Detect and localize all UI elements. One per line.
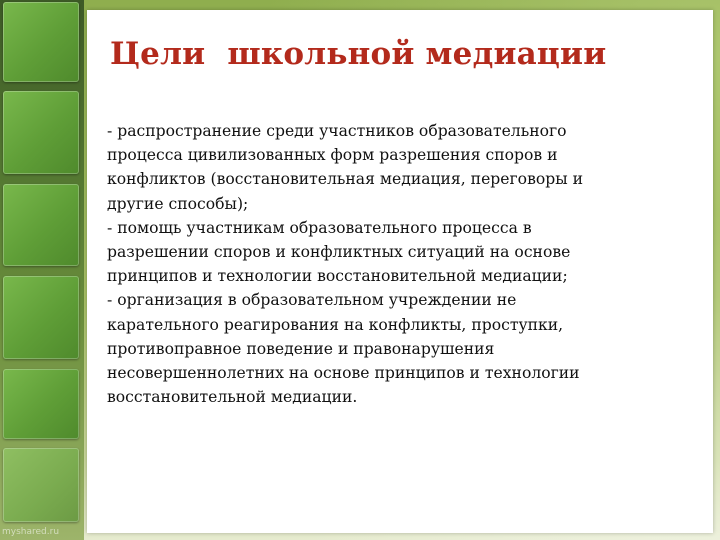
slide-content-panel <box>87 10 713 533</box>
text-line: процесса цивилизованных форм разрешения споров и <box>107 146 558 165</box>
text-line: другие способы); <box>107 194 249 213</box>
text-line: восстановительной медиации. <box>107 388 358 407</box>
text-line: - помощь участникам образовательного процесса в <box>107 218 532 237</box>
text-line: карательного реагирования на конфликты, проступки, <box>107 315 564 334</box>
slide-title: Цели школьной медиации <box>110 36 607 72</box>
text-line: противоправное поведение и правонарушения <box>107 339 495 358</box>
text-line: несовершеннолетних на основе принципов и технологии <box>107 364 580 383</box>
decorative-tile <box>3 91 79 174</box>
watermark: myshared.ru <box>2 527 60 537</box>
decorative-tile <box>3 276 79 359</box>
text-line: разрешении споров и конфликтных ситуаций на основе <box>107 243 571 262</box>
decorative-tile <box>3 184 79 266</box>
decorative-tile <box>3 2 79 82</box>
text-line: принципов и технологии восстановительной медиации; <box>107 267 568 286</box>
decorative-tile <box>3 448 79 522</box>
text-line: - распространение среди участников образовательного <box>107 122 567 140</box>
decorative-side-strip <box>0 0 84 540</box>
text-line: - организация в образовательном учреждении не <box>107 291 517 310</box>
decorative-tile <box>3 369 79 439</box>
text-line: конфликтов (восстановительная медиация, переговоры и <box>107 170 583 189</box>
slide-body-text <box>107 119 707 409</box>
